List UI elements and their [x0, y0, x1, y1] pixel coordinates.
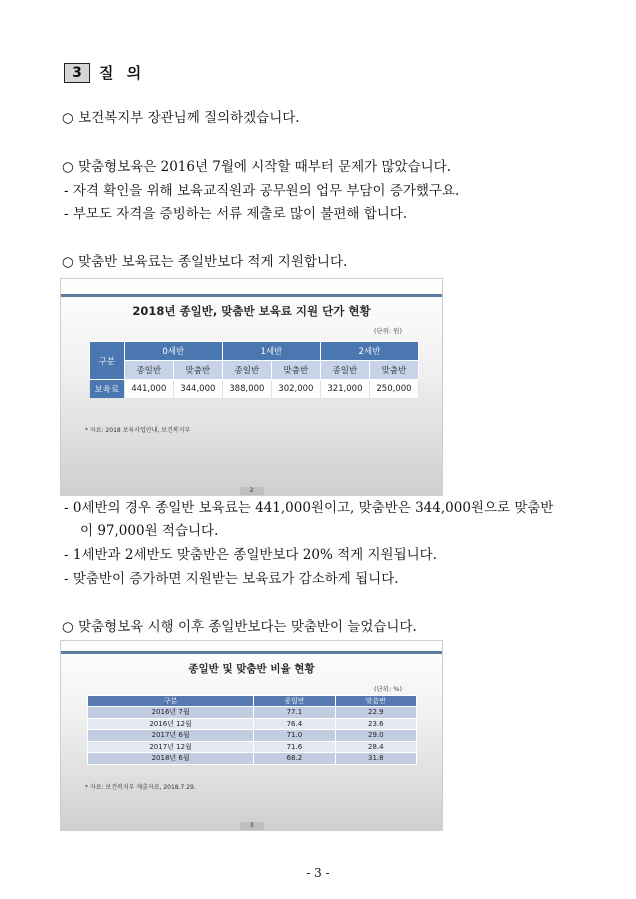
table-header: 종일반 [254, 696, 335, 707]
paragraph-support-gap: ○ 맞춤반 보육료는 종일반보다 적게 지원합니다. [62, 254, 348, 270]
table-row [88, 718, 417, 730]
table-row [88, 707, 417, 719]
table-cell: 23.6 [335, 718, 416, 730]
table-cell: 76.4 [254, 718, 335, 730]
slide-fee-table [60, 278, 443, 496]
table-cell: 71.6 [254, 741, 335, 753]
table-cell: 71.0 [254, 730, 335, 742]
sub-header: 종일반 [222, 361, 271, 380]
table-cell: 77.1 [254, 707, 335, 719]
section-number-box: 3 [64, 63, 90, 83]
row-label: 보육료 [90, 380, 125, 399]
bullet-staff-burden: - 자격 확인을 위해 보육교직원과 공무원의 업무 부담이 증가했구요. [64, 183, 460, 199]
slide-title: 2018년 종일반, 맞춤반 보육료 지원 단가 현황 [132, 304, 371, 318]
table-cell: 2016년 7월 [88, 707, 254, 719]
table-corner-header: 구분 [90, 342, 125, 380]
table-header: 구분 [88, 696, 254, 707]
slide-page-number: 3 [240, 822, 264, 830]
slide-top-rule [61, 294, 442, 297]
table-cell: 28.4 [335, 741, 416, 753]
group-header: 1세반 [222, 342, 320, 361]
group-header: 0세반 [124, 342, 222, 361]
bullet-age1-2-difference: - 1세반과 2세반도 맞춤반은 종일반보다 20% 적게 지원됩니다. [64, 547, 437, 563]
bullet-age0-difference-cont: 이 97,000원 적습니다. [80, 523, 219, 539]
fee-table [89, 341, 419, 399]
table-cell: 2017년 12월 [88, 741, 254, 753]
ratio-table [87, 695, 417, 765]
table-header: 맞춤반 [335, 696, 416, 707]
sub-header: 맞춤반 [369, 361, 418, 380]
section-heading [64, 62, 145, 83]
table-cell: 68.2 [254, 753, 335, 765]
paragraph-problems: ○ 맞춤형보육은 2016년 7월에 시작할 때부터 문제가 많았습니다. [62, 159, 451, 175]
table-cell: 2018년 6월 [88, 753, 254, 765]
table-row [88, 730, 417, 742]
sub-header: 종일반 [320, 361, 369, 380]
group-header: 2세반 [320, 342, 418, 361]
sub-header: 종일반 [124, 361, 173, 380]
source-note: * 자료: 보건복지부 제출자료, 2018.7.29. [85, 784, 196, 791]
table-cell: 2017년 6월 [88, 730, 254, 742]
section-title: 질 의 [99, 64, 146, 82]
bullet-fee-decrease: - 맞춤반이 증가하면 지원받는 보육료가 감소하게 됩니다. [64, 571, 399, 587]
table-cell: 2016년 12월 [88, 718, 254, 730]
sub-header: 맞춤반 [271, 361, 320, 380]
unit-label: (단위: %) [373, 685, 402, 693]
table-cell: 29.0 [335, 730, 416, 742]
paragraph-question-intro: ○ 보건복지부 장관님께 질의하겠습니다. [62, 110, 300, 126]
page-footer: - 3 - [306, 866, 330, 880]
table-cell: 321,000 [320, 380, 369, 399]
slide-page-number: 2 [240, 487, 264, 495]
bullet-parent-inconvenience: - 부모도 자격을 증빙하는 서류 제출로 많이 불편해 합니다. [64, 206, 408, 222]
table-cell: 250,000 [369, 380, 418, 399]
bullet-age0-difference: - 0세반의 경우 종일반 보육료는 441,000원이고, 맞춤반은 344,000원으로 맞춤반 [64, 500, 554, 516]
table-row [88, 753, 417, 765]
table-row [90, 380, 419, 399]
paragraph-custom-increase: ○ 맞춤형보육 시행 이후 종일반보다는 맞춤반이 늘었습니다. [62, 619, 417, 635]
table-cell: 31.8 [335, 753, 416, 765]
table-cell: 388,000 [222, 380, 271, 399]
slide-top-rule [61, 651, 442, 654]
slide-ratio-table [60, 640, 443, 831]
table-row [88, 741, 417, 753]
table-cell: 441,000 [124, 380, 173, 399]
slide-title: 종일반 및 맞춤반 비율 현황 [188, 663, 315, 675]
sub-header: 맞춤반 [173, 361, 222, 380]
unit-label: (단위: 원) [373, 327, 402, 335]
source-note: * 자료: 2018 보육사업안내, 보건복지부 [85, 427, 191, 434]
table-cell: 22.9 [335, 707, 416, 719]
table-cell: 344,000 [173, 380, 222, 399]
table-cell: 302,000 [271, 380, 320, 399]
